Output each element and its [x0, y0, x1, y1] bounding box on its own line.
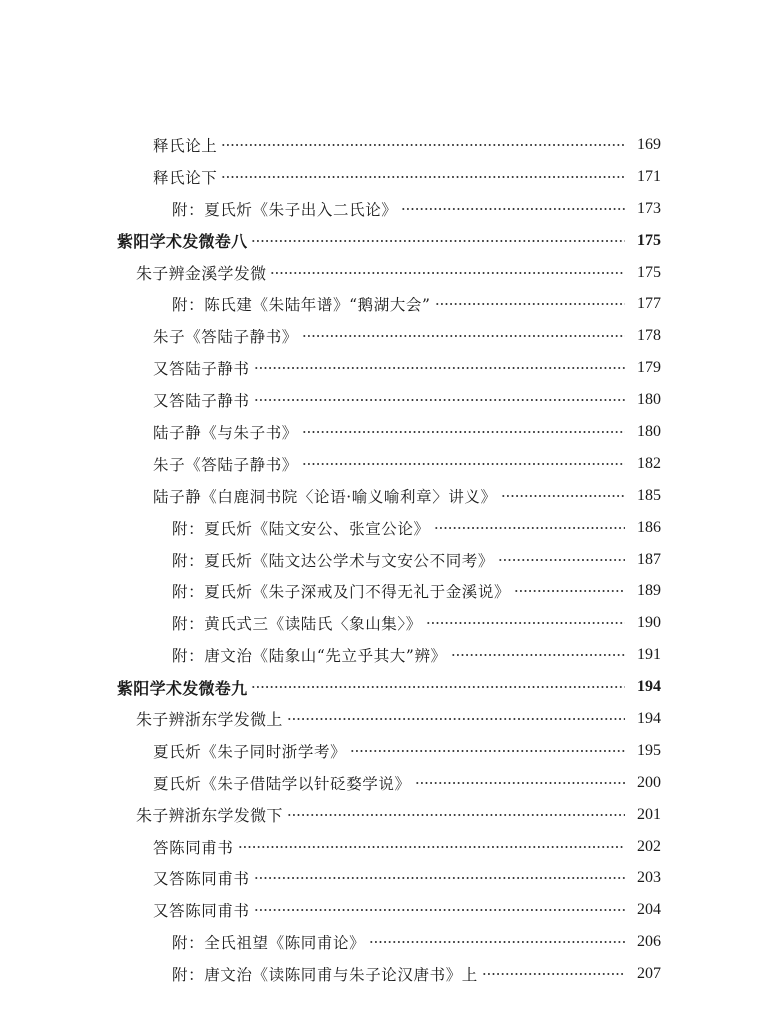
toc-entry-row[interactable]	[0, 320, 775, 352]
dot-leader	[221, 144, 625, 146]
toc-page-number: 180	[637, 391, 661, 409]
toc-entry-row[interactable]	[0, 257, 775, 289]
toc-entry-row[interactable]	[0, 352, 775, 384]
toc-entry-row[interactable]	[0, 799, 775, 831]
toc-entry-title: 附：夏氏炘《陆文达公学术与文安公不同考》	[172, 551, 495, 570]
toc-entry-row[interactable]	[0, 958, 775, 990]
dot-leader	[434, 527, 625, 529]
toc-entry-title: 朱子辨浙东学发微下	[136, 806, 283, 826]
toc-entry-row[interactable]	[0, 129, 775, 161]
toc-page-number: 206	[637, 933, 661, 951]
toc-entry-title: 附：唐文治《读陈同甫与朱子论汉唐书》上	[172, 966, 478, 985]
toc-entry-title: 附：黄氏式三《读陆氏〈象山集〉》	[172, 615, 422, 634]
dot-leader	[287, 718, 625, 720]
toc-entry-row[interactable]	[0, 288, 775, 320]
toc-entry-title: 夏氏炘《朱子借陆学以针砭婺学说》	[153, 774, 411, 793]
toc-page-number: 187	[637, 550, 661, 568]
toc-page-number: 194	[637, 709, 661, 727]
dot-leader	[254, 877, 625, 879]
toc-entry-row[interactable]	[0, 416, 775, 448]
dot-leader	[514, 590, 625, 592]
dot-leader	[254, 399, 625, 401]
dot-leader	[251, 240, 625, 242]
toc-entry-row[interactable]	[0, 862, 775, 894]
toc-entry-title: 释氏论上	[153, 136, 218, 155]
toc-page-number: 171	[637, 167, 661, 185]
toc-page-number: 177	[637, 295, 661, 313]
dot-leader	[401, 208, 625, 210]
dot-leader	[350, 750, 625, 752]
dot-leader	[302, 431, 625, 433]
toc-entry-title: 附：陈氏建《朱陆年谱》“鹅湖大会”	[172, 296, 431, 315]
toc-entry-row[interactable]	[0, 161, 775, 193]
toc-entry-row[interactable]	[0, 575, 775, 607]
toc-entry-title: 附：夏氏炘《朱子深戒及门不得无礼于金溪说》	[172, 583, 511, 602]
toc-entry-title: 附：唐文治《陆象山“先立乎其大”辨》	[172, 647, 447, 666]
toc-entry-row[interactable]	[0, 480, 775, 512]
toc-page-number: 203	[637, 869, 661, 887]
toc-page-number: 207	[637, 965, 661, 983]
toc-page-number: 185	[637, 486, 661, 504]
toc-entry-row[interactable]	[0, 607, 775, 639]
dot-leader	[287, 814, 625, 816]
toc-page-number: 175	[637, 231, 661, 249]
toc-chapter-row[interactable]	[0, 671, 775, 703]
dot-leader	[415, 782, 625, 784]
toc-entry-title: 又答陆子静书	[153, 360, 250, 379]
toc-entry-title: 朱子《答陆子静书》	[153, 328, 298, 347]
toc-entry-title: 陆子静《与朱子书》	[153, 423, 298, 442]
toc-page-number: 204	[637, 901, 661, 919]
toc-entry-title: 又答陈同甫书	[153, 902, 250, 921]
dot-leader	[482, 973, 625, 975]
toc-page-number: 182	[637, 454, 661, 472]
dot-leader	[254, 367, 625, 369]
toc-page-number: 201	[637, 805, 661, 823]
dot-leader	[498, 559, 625, 561]
dot-leader	[302, 335, 625, 337]
dot-leader	[254, 909, 625, 911]
toc-entry-title: 答陈同甫书	[153, 838, 234, 857]
toc-entry-row[interactable]	[0, 703, 775, 735]
toc-entry-title: 附：夏氏炘《陆文安公、张宣公论》	[172, 519, 430, 538]
toc-entry-title: 释氏论下	[153, 168, 218, 187]
toc-entry-row[interactable]	[0, 831, 775, 863]
toc-page-number: 186	[637, 518, 661, 536]
toc-entry-title: 又答陆子静书	[153, 392, 250, 411]
dot-leader	[451, 654, 625, 656]
toc-entry-row[interactable]	[0, 544, 775, 576]
toc-entry-title: 附：全氏祖望《陈同甫论》	[172, 934, 366, 953]
dot-leader	[501, 495, 625, 497]
toc-entry-title: 朱子《答陆子静书》	[153, 455, 298, 474]
toc-entry-row[interactable]	[0, 448, 775, 480]
toc-page-number: 179	[637, 359, 661, 377]
toc-chapter-row[interactable]	[0, 225, 775, 257]
toc-entry-row[interactable]	[0, 193, 775, 225]
toc-entry-row[interactable]	[0, 767, 775, 799]
toc-entry-title: 夏氏炘《朱子同时浙学考》	[153, 742, 347, 761]
toc-page-number: 195	[637, 741, 661, 759]
dot-leader	[302, 463, 625, 465]
toc-entry-row[interactable]	[0, 384, 775, 416]
dot-leader	[238, 846, 625, 848]
toc-page-number: 200	[637, 773, 661, 791]
toc-entry-title: 附：夏氏炘《朱子出入二氏论》	[172, 200, 398, 219]
toc-page-number: 190	[637, 614, 661, 632]
toc-page-number: 178	[637, 327, 661, 345]
toc-page-number: 202	[637, 837, 661, 855]
toc-page-number: 175	[637, 263, 661, 281]
toc-entry-title: 朱子辨金溪学发微	[136, 264, 267, 283]
toc-entry-row[interactable]	[0, 512, 775, 544]
toc-entry-title: 紫阳学术发微卷八	[117, 232, 248, 252]
toc-entry-title: 又答陈同甫书	[153, 870, 250, 889]
dot-leader	[426, 622, 625, 624]
toc-page-number: 194	[637, 678, 661, 696]
dot-leader	[369, 941, 625, 943]
table-of-contents	[0, 129, 775, 990]
dot-leader	[251, 686, 625, 688]
toc-entry-row[interactable]	[0, 894, 775, 926]
toc-page-number: 173	[637, 199, 661, 217]
toc-entry-title: 朱子辨浙东学发微上	[136, 710, 283, 730]
toc-page-number: 191	[637, 646, 661, 664]
toc-entry-row[interactable]	[0, 639, 775, 671]
toc-entry-title: 陆子静《白鹿洞书院〈论语·喻义喻利章〉讲义》	[153, 487, 497, 506]
toc-page-number: 189	[637, 582, 661, 600]
toc-page-number: 169	[637, 135, 661, 153]
dot-leader	[221, 176, 625, 178]
toc-entry-row[interactable]	[0, 926, 775, 958]
dot-leader	[435, 303, 625, 305]
dot-leader	[270, 272, 625, 274]
toc-entry-row[interactable]	[0, 735, 775, 767]
toc-entry-title: 紫阳学术发微卷九	[117, 678, 248, 698]
toc-page-number: 180	[637, 422, 661, 440]
